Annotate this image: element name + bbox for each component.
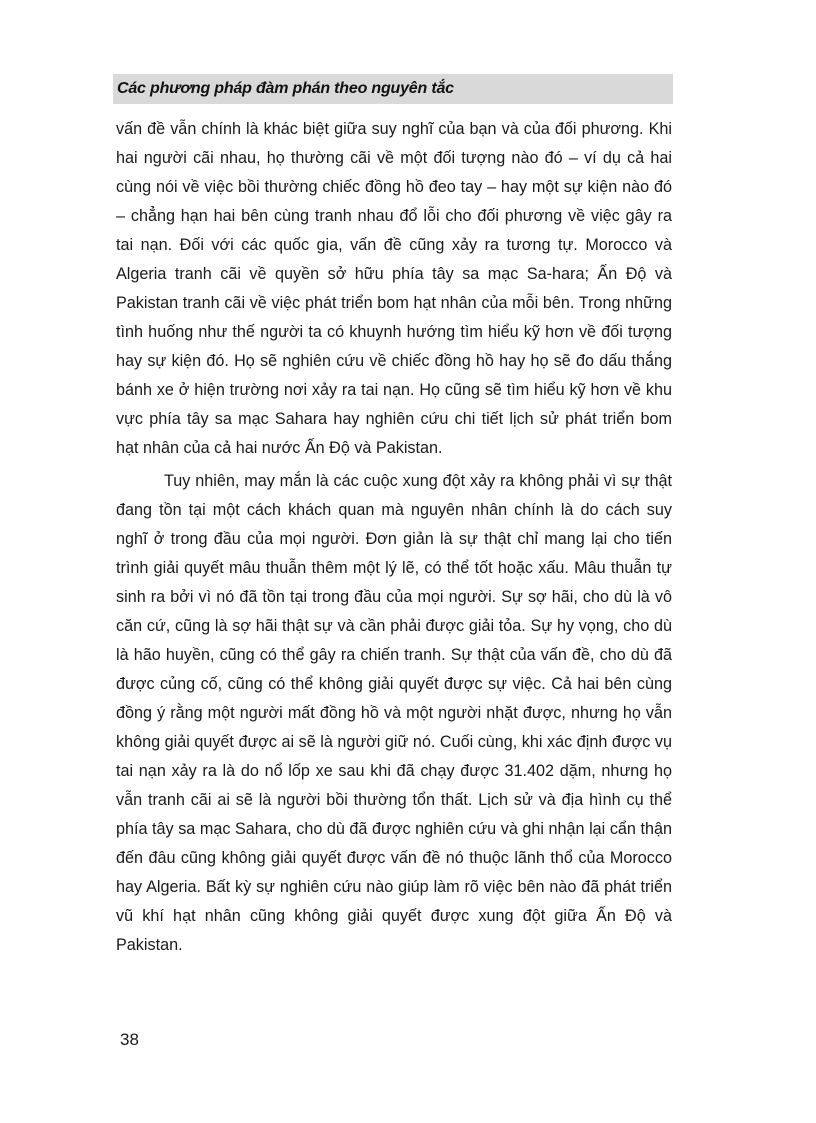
page-body	[116, 115, 672, 960]
chapter-title: Các phương pháp đàm phán theo nguyên tắc	[117, 80, 454, 97]
running-header	[113, 74, 673, 104]
paragraph: Tuy nhiên, may mắn là các cuộc xung đột xảy ra không phải vì sự thật đang tồn tại một cách khách quan mà nguyên nhân chính là do cách suy nghĩ ở trong đầu của mọi người. Đơn giản là sự thật chỉ mang lại cho tiến trình giải quyết mâu thuẫn thêm một lý lẽ, có thể tốt hoặc xấu. Mâu thuẫn tự sinh ra bởi vì nó đã tồn tại trong đầu của mọi người. Sự sợ hãi, cho dù là vô căn cứ, cũng là sợ hãi thật sự và cần phải được giải tỏa. Sự hy vọng, cho dù là hão huyền, cũng có thể gây ra chiến tranh. Sự thật của vấn đề, cho dù đã được củng cố, cũng có thể không giải quyết được sự việc. Cả hai bên cùng đồng ý rằng một người mất đồng hồ và một người nhặt được, nhưng họ vẫn không giải quyết được ai sẽ là người giữ nó. Cuối cùng, khi xác định được vụ tai nạn xảy ra là do nổ lốp xe sau khi đã chạy được 31.402 dặm, nhưng họ vẫn tranh cãi ai sẽ là người bồi thường tổn thất. Lịch sử và địa hình cụ thể phía tây sa mạc Sahara, cho dù đã được nghiên cứu và ghi nhận lại cẩn thận đến đâu cũng không giải quyết được vấn đề nó thuộc lãnh thổ của Morocco hay Algeria. Bất kỳ sự nghiên cứu nào giúp làm rõ việc bên nào đã phát triển vũ khí hạt nhân cũng không giải quyết được xung đột giữa Ấn Độ và Pakistan.	[116, 472, 672, 954]
page-number: 38	[120, 1030, 139, 1049]
paragraph-continued: vấn đề vẫn chính là khác biệt giữa suy nghĩ của bạn và của đối phương. Khi hai người cãi nhau, họ thường cãi về một đối tượng nào đó – ví dụ cả hai cùng nói về việc bồi thường chiếc đồng hồ đeo tay – hay một sự kiện nào đó – chẳng hạn hai bên cùng tranh nhau đổ lỗi cho đối phương về việc gây ra tai nạn. Đối với các quốc gia, vấn đề cũng xảy ra tương tự. Morocco và Algeria tranh cãi về quyền sở hữu phía tây sa mạc Sa-hara; Ấn Độ và Pakistan tranh cãi về việc phát triển bom hạt nhân của mỗi bên. Trong những tình huống như thế người ta có khuynh hướng tìm hiểu kỹ hơn về đối tượng hay sự kiện đó. Họ sẽ nghiên cứu về chiếc đồng hồ hay họ sẽ đo dấu thắng bánh xe ở hiện trường nơi xảy ra tai nạn. Họ cũng sẽ tìm hiểu kỹ hơn về khu vực phía tây sa mạc Sahara hay nghiên cứu chi tiết lịch sử phát triển bom hạt nhân của cả hai nước Ấn Độ và Pakistan.	[116, 120, 672, 457]
